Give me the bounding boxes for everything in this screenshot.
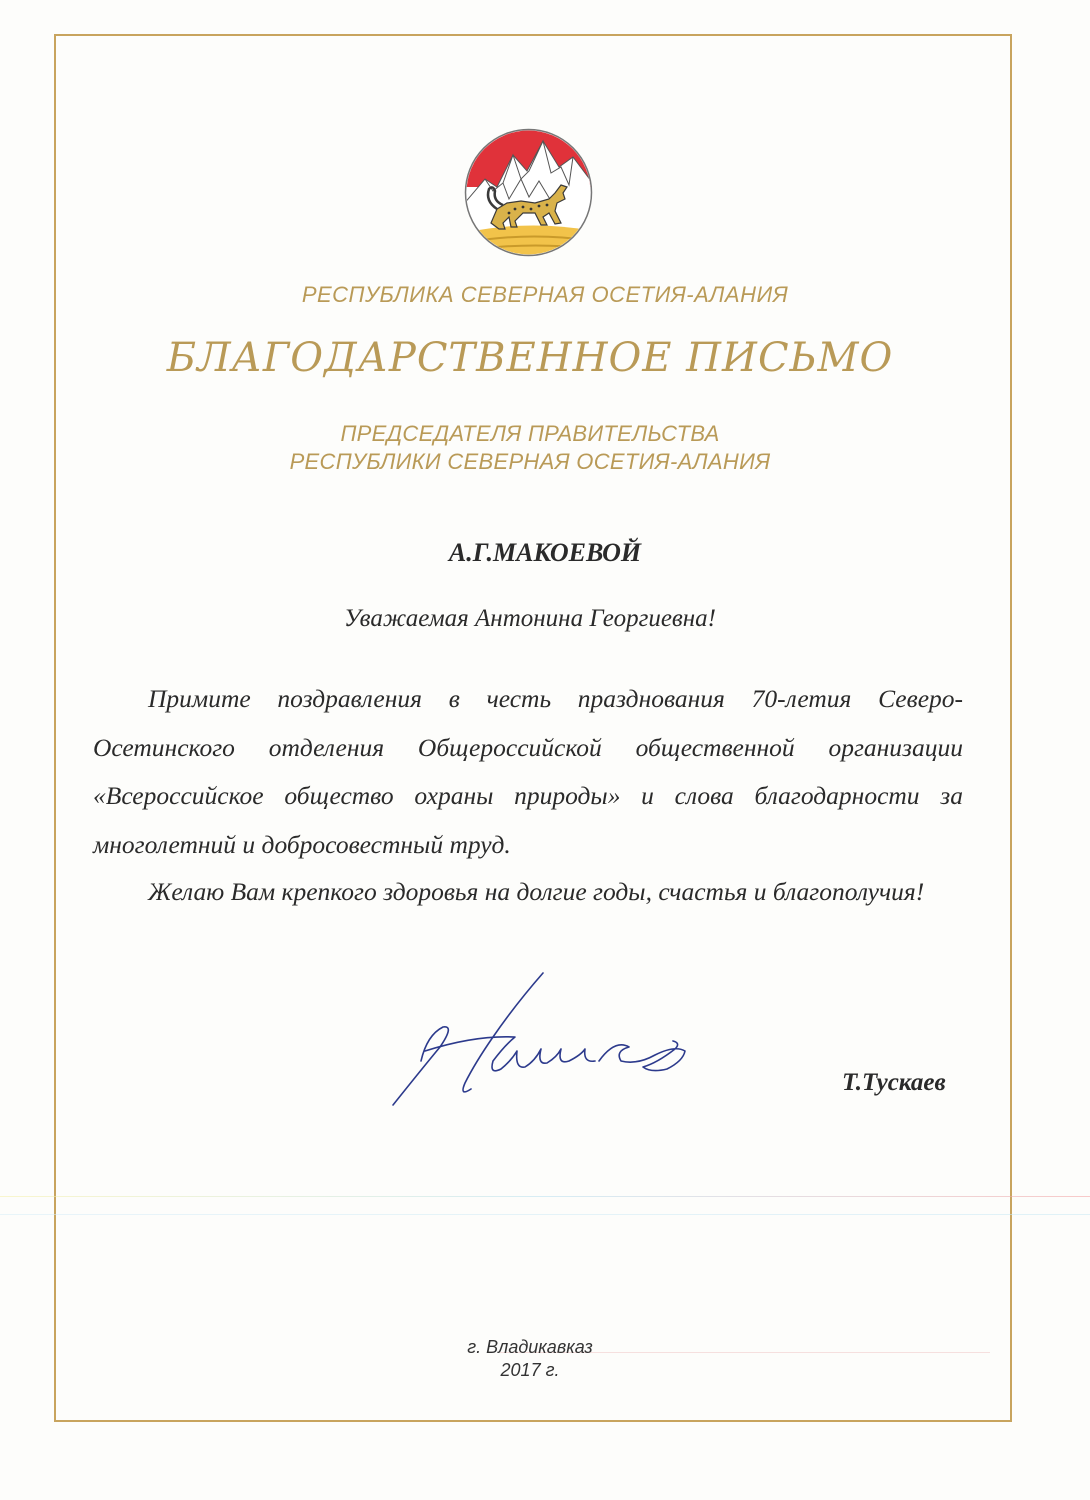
handwritten-signature <box>385 965 695 1115</box>
issuer-line-2: РЕСПУБЛИКИ СЕВЕРНАЯ ОСЕТИЯ-АЛАНИЯ <box>289 449 771 474</box>
greeting: Уважаемая Антонина Георгиевна! <box>343 605 716 632</box>
city: г. Владикавказ <box>467 1337 593 1357</box>
letter-paragraph-2: Желаю Вам крепкого здоровья на долгие годы, счастья и благополучия! <box>148 877 925 906</box>
republic-heading: РЕСПУБЛИКА СЕВЕРНАЯ ОСЕТИЯ-АЛАНИЯ <box>301 282 789 307</box>
document-title: БЛАГОДАРСТВЕННОЕ ПИСЬМО <box>166 335 894 381</box>
issuer-line-1: ПРЕДСЕДАТЕЛЯ ПРАВИТЕЛЬСТВА <box>340 421 720 446</box>
year: 2017 г. <box>500 1360 560 1380</box>
coat-of-arms-icon <box>463 127 594 258</box>
signer-name: Т.Тускаев <box>842 1069 946 1096</box>
scan-artifact-line <box>0 1196 1090 1197</box>
recipient-name: А.Г.МАКОЕВОЙ <box>448 538 642 567</box>
letter-paragraph-1: Примите поздравления в честь празднования 70-летия Северо-Осетинского отделения Общероссийской общественной организации «Всероссийское общество охраны природы» и слова благодарности за многолетний и добросовестный труд. <box>93 684 963 859</box>
scan-artifact-line <box>0 1214 1090 1215</box>
